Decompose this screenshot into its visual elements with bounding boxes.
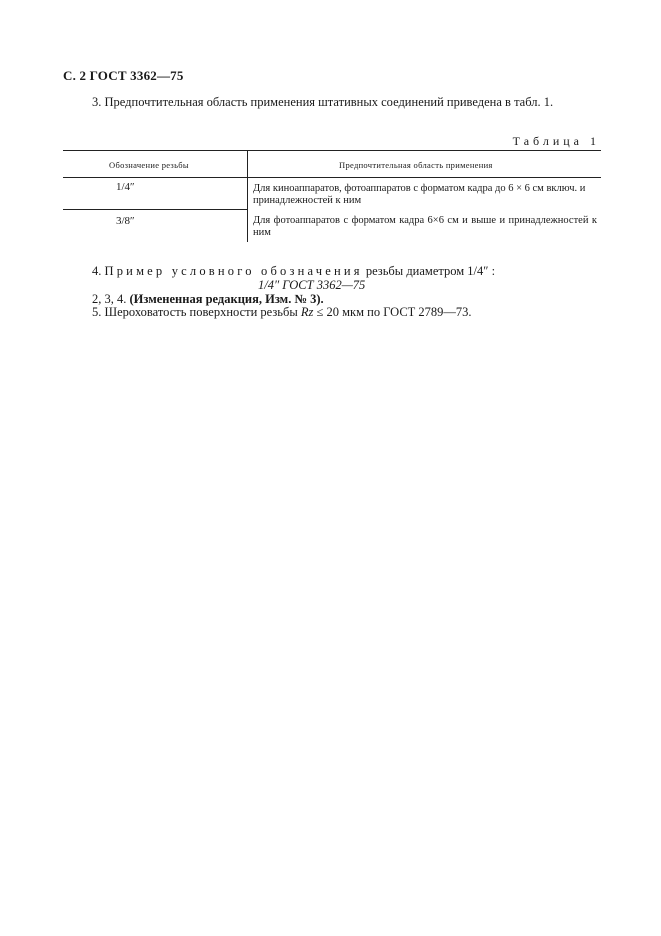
table-caption: Таблица 1 bbox=[512, 134, 600, 148]
designation-example: 1/4″ ГОСТ 3362—75 bbox=[258, 278, 366, 292]
row-separator bbox=[63, 209, 247, 210]
paragraph-5-italic: Rz bbox=[300, 305, 314, 319]
row-1-code: 1/4″ bbox=[116, 181, 135, 193]
paragraph-5 bbox=[92, 305, 472, 320]
row-2-description: Для фотоаппаратов с форматом кадра 6×6 см и выше и принадлежностей к ним bbox=[253, 215, 597, 238]
revision-prefix: 2, 3, 4. bbox=[92, 292, 130, 306]
paragraph-5-after: ≤ 20 мкм по ГОСТ 2789—73. bbox=[313, 305, 472, 319]
column-header-designation: Обозначение резьбы bbox=[109, 160, 189, 170]
paragraph-5-before: 5. Шероховатость поверхности резьбы bbox=[92, 305, 301, 319]
row-2-code: 3/8″ bbox=[116, 215, 135, 227]
paragraph-4-suffix: резьбы диаметром 1/4″ : bbox=[362, 264, 496, 278]
revision-bold: (Измененная редакция, Изм. № 3). bbox=[129, 292, 324, 306]
row-1-description: Для киноаппаратов, фотоаппаратов с форматом кадра до 6 × 6 см включ. и принадлежностей к ним bbox=[253, 183, 586, 206]
column-divider bbox=[247, 150, 248, 242]
column-header-application: Предпочтительная область применения bbox=[339, 160, 493, 170]
table-header-row bbox=[63, 150, 601, 178]
page-header: С. 2 ГОСТ 3362—75 bbox=[63, 68, 184, 83]
paragraph-4-prefix: 4. bbox=[92, 264, 105, 278]
paragraph-4 bbox=[92, 264, 495, 279]
paragraph-3: 3. Предпочтительная область применения штативных соединений приведена в табл. 1. bbox=[92, 95, 554, 109]
paragraph-4-spaced: Пример условного обозначения bbox=[104, 264, 363, 278]
